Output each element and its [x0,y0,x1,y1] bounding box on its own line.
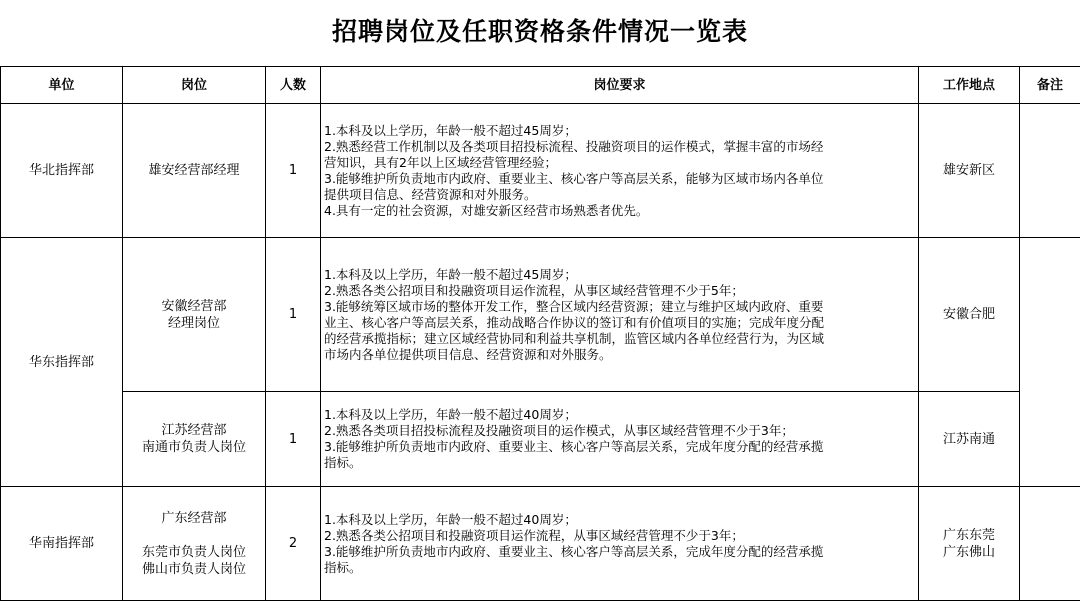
post-cell [123,487,266,601]
requirements-cell [321,238,919,392]
remark-cell [1020,238,1080,487]
header-remark: 备注 [1020,67,1080,104]
requirement-line: 的经营承揽指标；建立区域经营协同和利益共享机制，监管区域内各单位经营行为，为区域 [324,331,915,347]
unit-cell: 华东指挥部 [1,238,123,487]
header-requirements: 岗位要求 [321,67,919,104]
location-cell [919,104,1020,238]
post-cell [123,238,266,392]
location-line: 江苏南通 [923,431,1015,448]
requirement-line: 提供项目信息、经营资源和对外服务。 [324,187,915,203]
requirement-line: 3.能够统筹区域市场的整体开发工作，整合区域内经营资源；建立与维护区域内政府、重要 [324,299,915,315]
requirement-line: 1.本科及以上学历，年龄一般不超过45周岁； [324,123,915,139]
requirement-line: 指标。 [324,560,915,576]
post-line: 经理岗位 [127,315,261,332]
requirement-line: 1.本科及以上学历，年龄一般不超过45周岁； [324,267,915,283]
requirement-line: 业主、核心客户等高层关系，推动战略合作协议的签订和有价值项目的实施；完成年度分配 [324,315,915,331]
unit-cell: 华北指挥部 [1,104,123,238]
location-cell [919,392,1020,487]
requirement-line: 2.熟悉经营工作机制以及各类项目招投标流程、投融资项目的运作模式，掌握丰富的市场经 [324,139,915,155]
table-row [1,487,1080,601]
requirement-line: 市场内各单位提供项目信息、经营资源和对外服务。 [324,347,915,363]
table-row [1,238,1080,392]
post-line: 东莞市负责人岗位 [127,544,261,561]
post-line: 广东经营部 [127,510,261,527]
post-line: 江苏经营部 [127,422,261,439]
count-cell: 1 [266,392,321,487]
requirement-line: 2.熟悉各类公招项目和投融资项目运作流程，从事区域经营管理不少于5年； [324,283,915,299]
requirement-line: 指标。 [324,455,915,471]
post-line: 南通市负责人岗位 [127,439,261,456]
remark-cell [1020,487,1080,601]
requirements-cell [321,104,919,238]
requirement-line: 3.能够维护所负责地市内政府、重要业主、核心客户等高层关系，能够为区域市场内各单位 [324,171,915,187]
requirement-line: 1.本科及以上学历，年龄一般不超过40周岁； [324,512,915,528]
requirement-line: 4.具有一定的社会资源，对雄安新区经营市场熟悉者优先。 [324,203,915,219]
requirement-line: 3.能够维护所负责地市内政府、重要业主、核心客户等高层关系，完成年度分配的经营承揽 [324,544,915,560]
post-line: 安徽经营部 [127,298,261,315]
location-cell [919,487,1020,601]
header-post: 岗位 [123,67,266,104]
header-count: 人数 [266,67,321,104]
header-row [1,67,1080,104]
header-location: 工作地点 [919,67,1020,104]
post-line: 雄安经营部经理 [127,162,261,179]
remark-cell [1020,104,1080,238]
table-row [1,392,1080,487]
table-row [1,104,1080,238]
location-line: 安徽合肥 [923,306,1015,323]
unit-cell: 华南指挥部 [1,487,123,601]
recruitment-table [0,66,1080,601]
post-gap [127,527,261,544]
count-cell: 1 [266,104,321,238]
post-line: 佛山市负责人岗位 [127,561,261,578]
header-unit: 单位 [1,67,123,104]
post-cell [123,392,266,487]
count-cell: 1 [266,238,321,392]
post-cell [123,104,266,238]
requirement-line: 2.熟悉各类项目招投标流程及投融资项目的运作模式，从事区域经营管理不少于3年； [324,423,915,439]
location-line: 广东佛山 [923,544,1015,561]
count-cell: 2 [266,487,321,601]
requirement-line: 3.能够维护所负责地市内政府、重要业主、核心客户等高层关系，完成年度分配的经营承揽 [324,439,915,455]
requirement-line: 营知识，具有2年以上区域经营管理经验； [324,155,915,171]
location-line: 雄安新区 [923,162,1015,179]
requirements-cell [321,392,919,487]
location-cell [919,238,1020,392]
page-title: 招聘岗位及任职资格条件情况一览表 [0,12,1080,48]
location-line: 广东东莞 [923,527,1015,544]
requirement-line: 2.熟悉各类公招项目和投融资项目运作流程，从事区域经营管理不少于3年； [324,528,915,544]
requirement-line: 1.本科及以上学历，年龄一般不超过40周岁； [324,407,915,423]
requirements-cell [321,487,919,601]
